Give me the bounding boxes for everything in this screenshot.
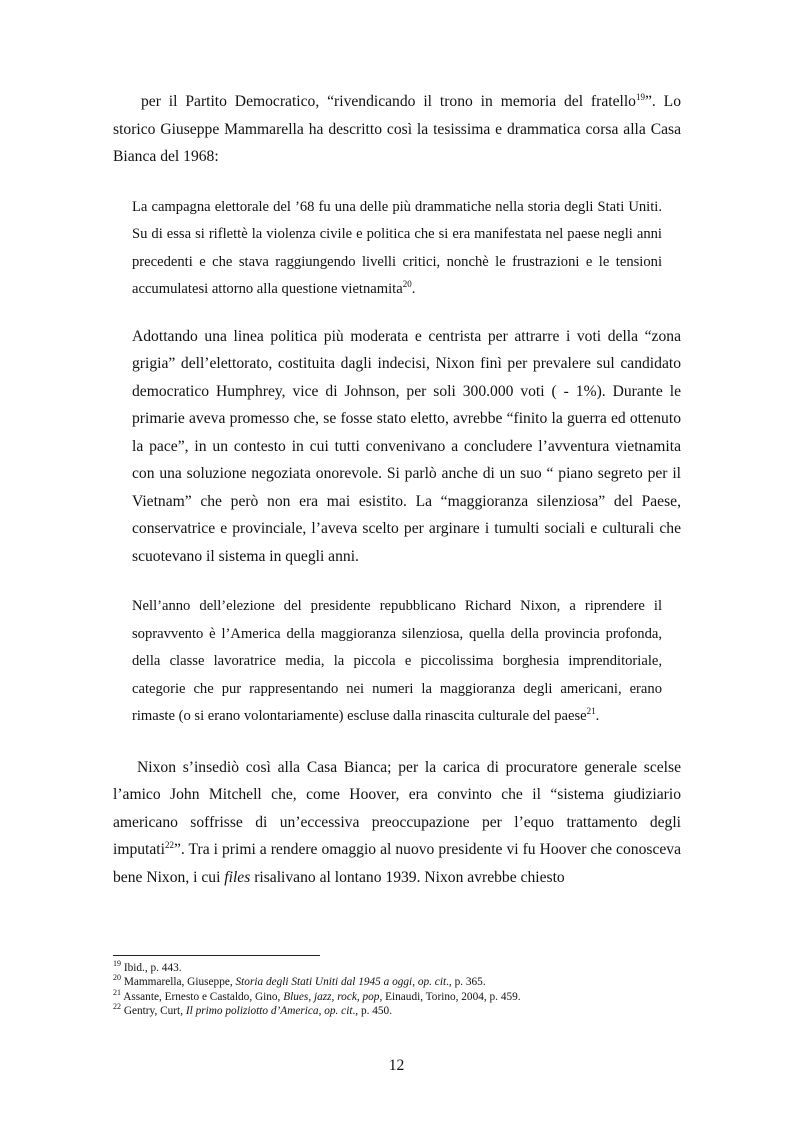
paragraph-nixon-election: Adottando una linea politica più moderata e centrista per attrarre i voti della “zona grigia” dell’elettorato, costituita dagli indecisi, Nixon finì per prevalere sul candidato democratico Humphrey, vice di Johnson, per soli 300.000 voti ( - 1%). Durante le primarie aveva promesso che, se fosse stato eletto, avrebbe “finito la guerra ed ottenuto la pace”, in un contesto in cui tutti convenivano a concludere l’avventura vietnamita con una soluzione negoziata onorevole. Si parlò anche di un suo “ piano segreto per il Vietnam” che però non era mai esistito. La “maggioranza silenziosa” del Paese, conservatrice e provinciale, l’aveva scelto per arginare i tumulti sociali e culturali che scuotevano il sistema in quegli anni.	[132, 327, 681, 565]
footnote-22: $^{22}$ Gentry, Curt, Il primo poliziotto d’America, op. cit., p. 450.	[113, 1002, 393, 1018]
footnote-21: $^{21}$ Assante, Ernesto e Castaldo, Gino, Blues, jazz, rock, pop, Einaudi, Torino, 2004, p. 459.	[113, 988, 521, 1003]
footnote-ref-22[interactable]: 22	[164, 839, 174, 850]
block-quote-assante: Nell’anno dell’elezione del presidente repubblicano Richard Nixon, a riprendere il sopravvento è l’America della maggioranza silenziosa, quella della provincia profonda, della classe lavoratrice media, la piccola e piccolissima borghesia imprenditoriale, categorie che pur rappresentando nei numeri la maggioranza degli americani, erano rimaste (o si erano volontariamente) escluse dalla rinascita culturale del paese$^{21}$.	[132, 598, 662, 724]
block-quote-mammarella: La campagna elettorale del ’68 fu una delle più drammatiche nella storia degli Stati Uniti. Su di essa si riflettè la violenza civile e politica che si era manifestata nel paese negli anni precedenti e che stava raggiungendo livelli critici, nonchè le frustrazioni e le tensioni accumulatesi attorno alla questione vietnamita$^{20}$.	[132, 198, 662, 297]
italic-files: files	[224, 868, 251, 886]
footnote-20: $^{20}$ Mammarella, Giuseppe, Storia degli Stati Uniti dal 1945 a oggi, op. cit., p. 365.	[113, 973, 486, 989]
footnote-19: $^{19}$ Ibid., p. 443.	[113, 959, 182, 974]
footnote-divider	[113, 955, 320, 956]
paragraph-mitchell-hoover: Nixon s’insediò così alla Casa Bianca; per la carica di procuratore generale scelse l’amico John Mitchell che, come Hoover, era convinto che il “sistema giudiziario americano soffrisse di un’eccessiva preoccupazione per l’equo trattamento degli imputati$^{22}$”. Tra i primi a rendere omaggio al nuovo presidente vi fu Hoover che conosceva bene Nixon, i cui files risalivano al lontano 1939. Nixon avrebbe chiesto	[113, 758, 681, 886]
footnote-ref-21[interactable]: 21	[586, 706, 596, 717]
page-body	[113, 88, 681, 891]
footnote-ref-20[interactable]: 20	[402, 279, 412, 290]
paragraph-intro: per il Partito Democratico, “rivendicando il trono in memoria del fratello$^{19}$”. Lo storico Giuseppe Mammarella ha descritto così la tesissima e drammatica corsa alla Casa Bianca del 1968:	[113, 91, 681, 165]
footnote-ref-19[interactable]: 19	[635, 91, 645, 102]
footnotes	[113, 961, 681, 1019]
page-number: 12	[388, 1057, 405, 1074]
